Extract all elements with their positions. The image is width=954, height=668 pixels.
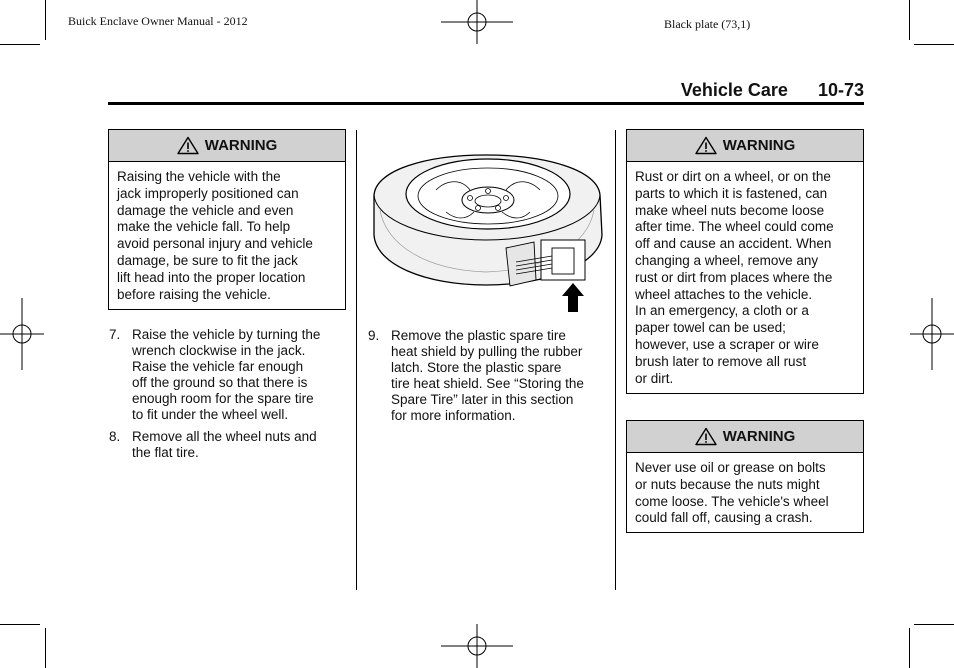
- crop-mark-top-left-v: [45, 0, 46, 40]
- warning-triangle-icon: [177, 136, 199, 155]
- warning-box-rust: [626, 129, 864, 394]
- step-number: 7.: [109, 327, 121, 342]
- warning-box-jack: [108, 129, 346, 310]
- section-title: Vehicle Care: [680, 80, 788, 100]
- registration-mark-bottom-icon: [441, 624, 513, 668]
- spare-tire-with-heat-shield-icon: [366, 150, 606, 320]
- column-divider-1: [356, 130, 357, 590]
- registration-mark-left-icon: [0, 298, 44, 370]
- registration-mark-right-icon: [910, 298, 954, 370]
- up-arrow-icon: [562, 283, 584, 312]
- crop-mark-bottom-left-h: [0, 624, 40, 625]
- warning-triangle-icon: [695, 427, 717, 446]
- manual-title: Buick Enclave Owner Manual - 2012: [68, 14, 248, 28]
- warning-header: [627, 421, 863, 453]
- warning-box-oil: [626, 420, 864, 533]
- warning-text: Raising the vehicle with the jack improperly positioned can damage the vehicle and even make the vehicle fall. To help avoid personal injury and vehicle damage, be sure to fit the jack lift head into the proper location before raising the vehicle.: [117, 169, 313, 302]
- step-text: Remove the plastic spare tire heat shield by pulling the rubber latch. Store the plastic spare tire heat shield. See “Storing the Spare Tire” later in this section for more information.: [391, 328, 584, 423]
- warning-text: Never use oil or grease on bolts or nuts because the nuts might come loose. The vehicle's wheel could fall off, causing a crash.: [635, 460, 829, 526]
- warning-text: Rust or dirt on a wheel, or on the parts to which it is fastened, can make wheel nuts become loose after time. The wheel could come off and cause an accident. When changing a wheel, remove any rust or dirt from places where the wheel attaches to the vehicle. In an emergency, a cloth or a paper towel can be used; however, use a scraper or wire brush later to remove all rust or dirt.: [635, 169, 834, 386]
- crop-mark-top-right-h: [914, 44, 954, 45]
- crop-mark-top-right-v: [909, 0, 910, 40]
- crop-mark-bottom-left-v: [45, 628, 46, 668]
- column-divider-2: [615, 130, 616, 590]
- crop-mark-top-left-h: [0, 44, 40, 45]
- warning-title: WARNING: [722, 137, 796, 154]
- step-7: [109, 327, 349, 427]
- plate-label: Black plate (73,1): [664, 17, 751, 31]
- warning-title: WARNING: [722, 428, 796, 445]
- warning-header: [627, 130, 863, 162]
- crop-mark-bottom-right-v: [909, 628, 910, 668]
- registration-mark-top-icon: [441, 0, 513, 44]
- page-number: 10-73: [817, 80, 864, 100]
- step-text: Remove all the wheel nuts and the flat tire.: [132, 429, 317, 460]
- step-number: 9.: [368, 328, 380, 343]
- section-heading: [681, 80, 864, 101]
- warning-header: [109, 130, 345, 162]
- warning-title: WARNING: [204, 137, 278, 154]
- step-text: Raise the vehicle by turning the wrench clockwise in the jack. Raise the vehicle far enough off the ground so that there is enough room for the spare tire to fit under the wheel well.: [132, 327, 321, 422]
- step-number: 8.: [109, 429, 121, 444]
- step-9: [368, 328, 608, 428]
- warning-triangle-icon: [695, 136, 717, 155]
- page-header: [108, 78, 864, 105]
- step-8: [109, 429, 349, 465]
- crop-mark-bottom-right-h: [914, 624, 954, 625]
